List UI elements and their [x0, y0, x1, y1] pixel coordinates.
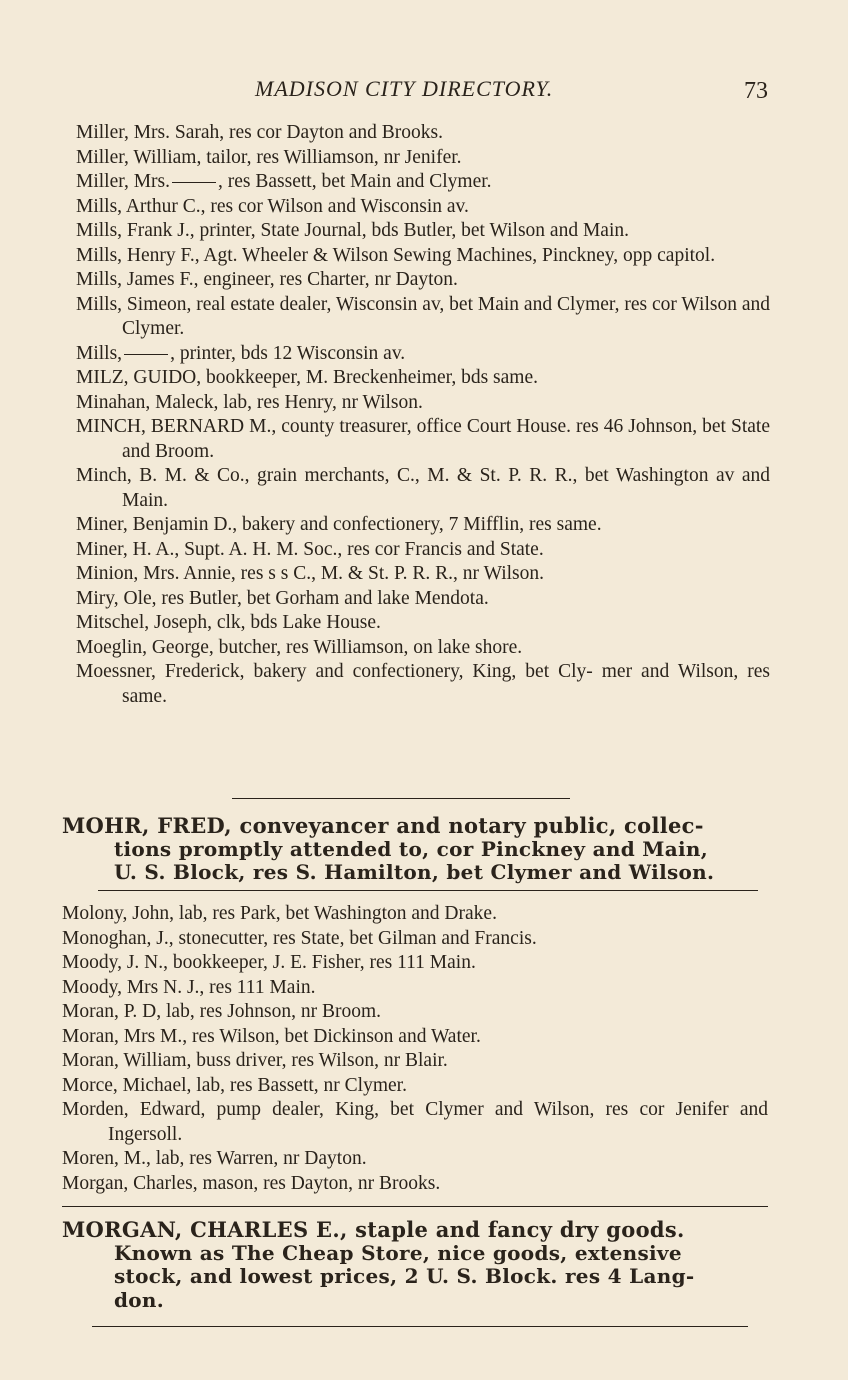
list-item: Miller, Mrs. Sarah, res cor Dayton and Brooks.	[76, 122, 443, 143]
blank-name-dash	[172, 182, 216, 183]
list-item: Moran, William, buss driver, res Wilson, nr Blair.	[62, 1050, 448, 1071]
list-item: MILZ, GUIDO, bookkeeper, M. Breckenheimer, bds same.	[76, 367, 538, 388]
list-item: Moody, J. N., bookkeeper, J. E. Fisher, res 111 Main.	[62, 952, 476, 973]
list-item: Mills, , printer, bds 12 Wisconsin av.	[76, 342, 406, 364]
list-item: Miller, Mrs. , res Bassett, bet Main and Clymer.	[76, 171, 492, 192]
divider-rule	[92, 1326, 748, 1327]
list-item: Miry, Ole, res Butler, bet Gorham and lake Mendota.	[76, 587, 489, 609]
list-item: Miner, Benjamin D., bakery and confectionery, 7 Mifflin, res same.	[76, 514, 602, 535]
list-item: Moran, P. D, lab, res Johnson, nr Broom.	[62, 1001, 382, 1022]
list-item: Minch, B. M. & Co., grain merchants, C., M. & St. P. R. R., bet Washington av and Main.	[76, 465, 770, 511]
ad-line: MORGAN, CHARLES E., staple and fancy dry goods.	[62, 1217, 685, 1242]
page-number: 73	[744, 78, 768, 104]
list-item: Moessner, Frederick, bakery and confectionery, King, bet Cly- mer and Wilson, res same.	[76, 661, 770, 707]
list-item: Moren, M., lab, res Warren, nr Dayton.	[62, 1148, 367, 1169]
ad-line: U. S. Block, res S. Hamilton, bet Clymer and Wilson.	[114, 860, 715, 884]
list-item: Mills, Arthur C., res cor Wilson and Wisconsin av.	[76, 195, 469, 217]
list-item: Miner, H. A., Supt. A. H. M. Soc., res cor Francis and State.	[76, 538, 544, 560]
ad-line: stock, and lowest prices, 2 U. S. Block. res 4 Lang-	[114, 1264, 695, 1288]
list-item: Morgan, Charles, mason, res Dayton, nr Brooks.	[62, 1172, 441, 1194]
ad-line: don.	[114, 1287, 165, 1312]
list-item: Miller, William, tailor, res Williamson, nr Jenifer.	[76, 146, 462, 168]
directory-entries-lower	[62, 902, 768, 1196]
divider-rule	[62, 1206, 768, 1207]
list-item: Mills, Frank J., printer, State Journal, bds Butler, bet Wilson and Main.	[76, 220, 629, 241]
list-item: Moody, Mrs N. J., res 111 Main.	[62, 976, 316, 998]
list-item: Moeglin, George, butcher, res Williamson, on lake shore.	[76, 636, 523, 658]
advertisement-mohr	[62, 814, 768, 885]
advertisement-morgan	[62, 1218, 768, 1312]
list-item: Mitschel, Joseph, clk, bds Lake House.	[76, 612, 381, 633]
list-item: MINCH, BERNARD M., county treasurer, office Court House. res 46 Johnson, bet State and Broom.	[76, 416, 770, 462]
list-item: Mills, James F., engineer, res Charter, nr Dayton.	[76, 269, 458, 290]
list-item: Moran, Mrs M., res Wilson, bet Dickinson and Water.	[62, 1025, 481, 1047]
list-item: Monoghan, J., stonecutter, res State, bet Gilman and Francis.	[62, 927, 537, 949]
divider-rule	[232, 798, 570, 799]
blank-name-dash	[124, 354, 168, 355]
list-item: Mills, Henry F., Agt. Wheeler & Wilson Sewing Machines, Pinckney, opp capitol.	[76, 244, 716, 266]
list-item: Mills, Simeon, real estate dealer, Wisconsin av, bet Main and Clymer, res cor Wilson and Clymer.	[76, 293, 771, 339]
list-item: Molony, John, lab, res Park, bet Washington and Drake.	[62, 903, 497, 924]
list-item: Morden, Edward, pump dealer, King, bet Clymer and Wilson, res cor Jenifer and Ingersoll.	[62, 1099, 768, 1145]
running-title: MADISON CITY DIRECTORY.	[255, 76, 554, 101]
ad-line: MOHR, FRED, conveyancer and notary public, collec-	[62, 813, 704, 838]
list-item: Minion, Mrs. Annie, res s s C., M. & St. P. R. R., nr Wilson.	[76, 563, 544, 584]
ad-line: tions promptly attended to, cor Pinckney and Main,	[114, 836, 708, 861]
list-item: Morce, Michael, lab, res Bassett, nr Clymer.	[62, 1074, 407, 1096]
directory-entries-upper	[76, 121, 770, 709]
list-item: Minahan, Maleck, lab, res Henry, nr Wilson.	[76, 391, 423, 413]
ad-line: Known as The Cheap Store, nice goods, extensive	[114, 1240, 682, 1265]
divider-rule	[98, 890, 758, 891]
page-header	[0, 74, 848, 108]
